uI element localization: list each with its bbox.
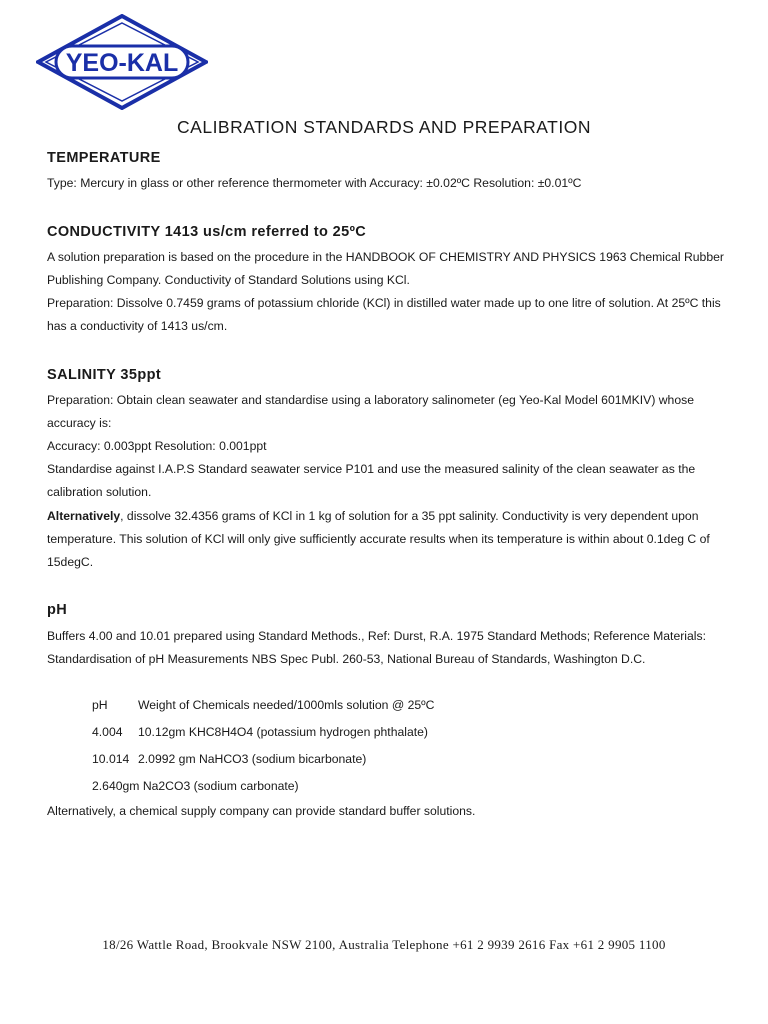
ph-column-header: pH — [92, 698, 108, 712]
ph-table-row — [92, 777, 299, 795]
yeo-kal-logo — [36, 14, 208, 110]
conductivity-paragraph-2: Preparation: Dissolve 0.7459 grams of potassium chloride (KCl) in distilled water made up to one litre of solution. At 25ºC this has a conductivity of 1413 us/cm. — [47, 296, 721, 333]
ph-value: 4.004 — [92, 725, 123, 739]
salinity-paragraph-4 — [47, 505, 727, 574]
ph-value: 10.014 — [92, 752, 130, 766]
ph-table-header — [92, 696, 434, 714]
heading-ph: pH — [47, 602, 68, 618]
weight-column-header: Weight of Chemicals needed/1000mls solution @ 25ºC — [138, 698, 435, 712]
document-title: CALIBRATION STANDARDS AND PREPARATION — [177, 117, 591, 137]
ph-table-row — [92, 750, 366, 768]
salinity-paragraph-3: Standardise against I.A.P.S Standard seawater service P101 and use the measured salinity of the clean seawater as the calibration solution. — [47, 462, 696, 499]
chemical-weight: 2.640gm Na2CO3 (sodium carbonate) — [92, 779, 299, 793]
conductivity-paragraph-1: A solution preparation is based on the procedure in the HANDBOOK OF CHEMISTRY AND PHYSICS 1963 Chemical Rubber Publishing Company. Conductivity of Standard Solutions using KCl. — [47, 250, 724, 287]
salinity-paragraph-4-text: , dissolve 32.4356 grams of KCl in 1 kg of solution for a 35 ppt salinity. Conductivity is very dependent upon temperature. This solution of KCl will only give sufficiently accurate results when its temperature is within about 0.1deg C of 15degC. — [47, 509, 710, 569]
logo-diamond — [36, 14, 208, 110]
logo-text: YEO-KAL — [65, 49, 179, 77]
chemical-weight: 2.0992 gm NaHCO3 (sodium bicarbonate) — [138, 752, 367, 766]
ph-paragraph-2: Alternatively, a chemical supply company can provide standard buffer solutions. — [47, 804, 476, 818]
heading-conductivity: CONDUCTIVITY 1413 us/cm referred to 25ºC — [47, 224, 367, 240]
ph-paragraph-1: Buffers 4.00 and 10.01 prepared using Standard Methods., Ref: Durst, R.A. 1975 Standard Methods; Reference Materials: Standardisation of pH Measurements NBS Spec Publ. 260-53, National Bureau of Standards, Washington D.C. — [47, 629, 706, 666]
heading-temperature: TEMPERATURE — [47, 150, 161, 166]
ph-table-row — [92, 723, 428, 741]
heading-salinity: SALINITY 35ppt — [47, 367, 162, 383]
alternatively-emphasis: Alternatively — [47, 509, 121, 523]
salinity-paragraph-1: Preparation: Obtain clean seawater and standardise using a laboratory salinometer (eg Yeo-Kal Model 601MKIV) whose accuracy is: — [47, 393, 694, 430]
temperature-text: Type: Mercury in glass or other reference thermometer with Accuracy: ±0.02ºC Resolution: ±0.01ºC — [47, 176, 582, 190]
footer-address: 18/26 Wattle Road, Brookvale NSW 2100, Australia Telephone +61 2 9939 2616 Fax +61 2 9905 1100 — [102, 937, 666, 952]
chemical-weight: 10.12gm KHC8H4O4 (potassium hydrogen phthalate) — [138, 725, 428, 739]
salinity-paragraph-2: Accuracy: 0.003ppt Resolution: 0.001ppt — [47, 439, 267, 453]
